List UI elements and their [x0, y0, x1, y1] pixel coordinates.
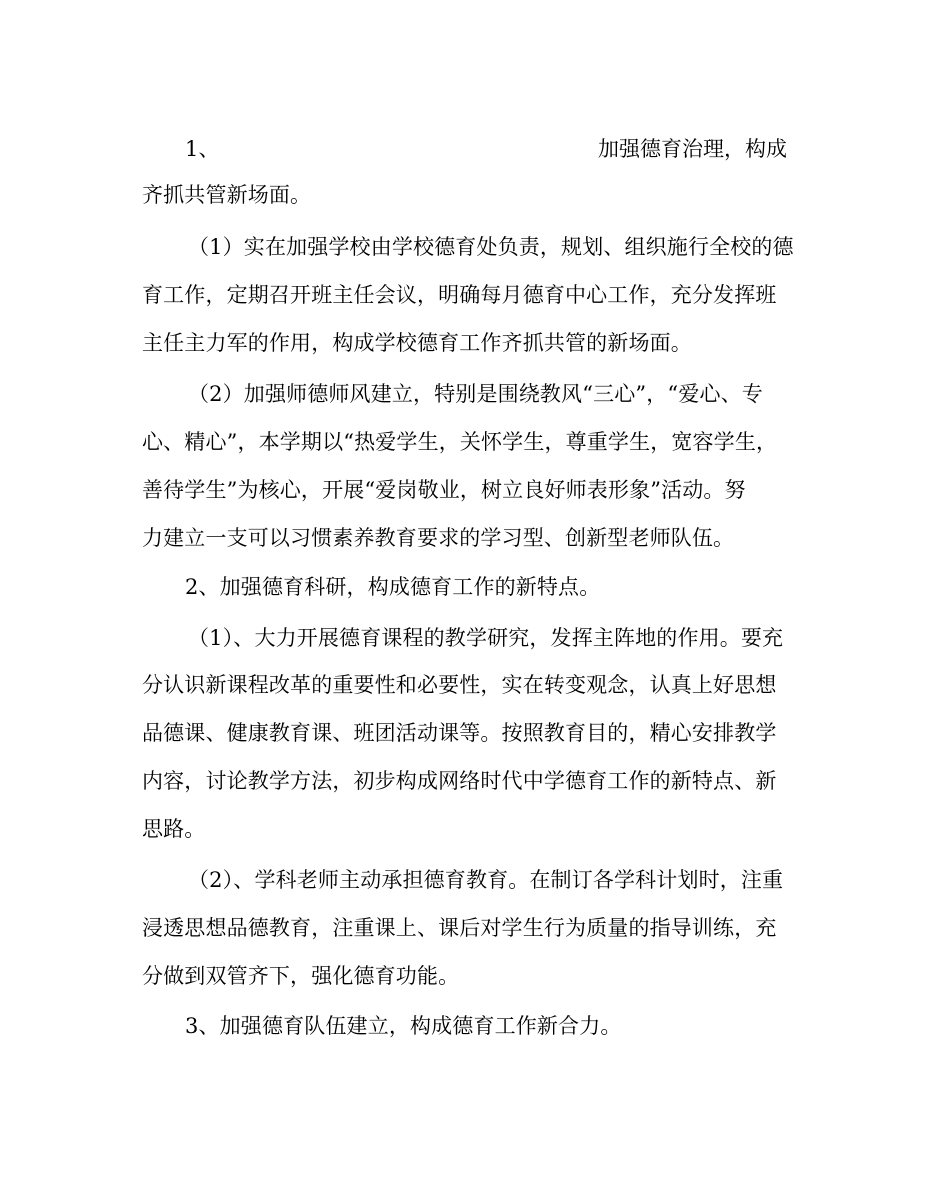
text-line: （2）、学科老师主动承担德育教育。在制订各学科计划时，注重: [188, 868, 784, 892]
text-line: 善待学生”为核心，开展“爱岗敬业，树立良好师表形象”活动。努: [142, 478, 746, 502]
text-line: 分做到双管齐下，强化德育功能。: [142, 964, 460, 988]
text-line: 思路。: [142, 817, 206, 841]
heading-1-text: 加强德育治理，构成: [598, 137, 787, 161]
text-line: 内容，讨论教学方法，初步构成网络时代中学德育工作的新特点、新: [142, 769, 777, 793]
text-line: （1）、大力开展德育课程的教学研究，发挥主阵地的作用。要充: [188, 626, 784, 650]
text-line: 浸透思想品德教育，注重课上、课后对学生行为质量的指导训练，充: [142, 916, 777, 940]
heading-2: 2、加强德育科研，构成德育工作的新特点。: [185, 575, 601, 599]
heading-1-number: 1、: [185, 137, 220, 161]
text-line: 心、精心”，本学期以“热爱学生，关怀学生，尊重学生，宽容学生，: [142, 430, 778, 454]
text-line: 齐抓共管新场面。: [142, 183, 312, 207]
text-line: 分认识新课程改革的重要性和必要性，实在转变观念，认真上好思想: [142, 673, 777, 697]
text-line: 力建立一支可以习惯素养教育要求的学习型、创新型老师队伍。: [142, 526, 735, 550]
text-line: 品德课、健康教育课、班团活动课等。按照教育目的，精心安排教学: [142, 721, 777, 745]
text-line: 主任主力军的作用，构成学校德育工作齐抓共管的新场面。: [142, 331, 692, 355]
text-line: 育工作，定期召开班主任会议，明确每月德育中心工作，充分发挥班: [142, 283, 777, 307]
heading-3: 3、加强德育队伍建立，构成德育工作新合力。: [185, 1014, 622, 1038]
text-line: （1）实在加强学校由学校德育处负责，规划、组织施行全校的德: [188, 235, 794, 259]
text-line: （2）加强师德师风建立，特别是围绕教风“三心”，“爱心、专: [188, 382, 763, 406]
